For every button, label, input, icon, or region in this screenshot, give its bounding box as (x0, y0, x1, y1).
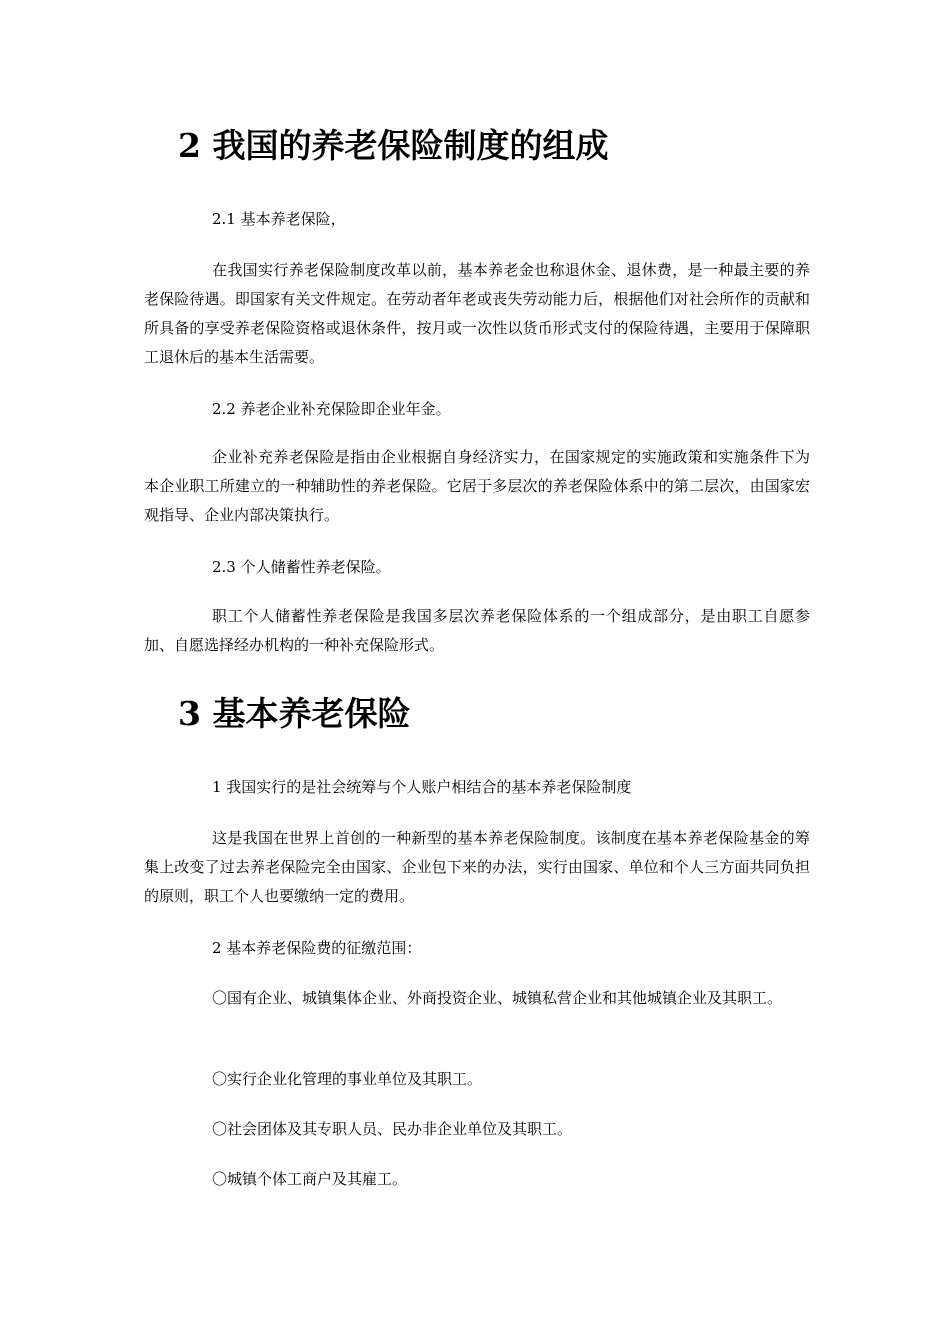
list-item: 〇社会团体及其专职人员、民办非企业单位及其职工。 (212, 1120, 573, 1138)
paragraph-basic-pension: 在我国实行养老保险制度改革以前，基本养老金也称退休金、退休费，是一种最主要的养老保险待遇。即国家有关文件规定。在劳动者年老或丧失劳动能力后，根据他们对社会所作的贡献和所具备的享受养老保险资格或退休条件，按月或一次性以货币形式支付的保险待遇，主要用于保障职工退休后的基本生活需要。 (144, 261, 810, 366)
list-item: 〇城镇个体工商户及其雇工。 (212, 1170, 408, 1188)
paragraph-enterprise-annuity: 企业补充养老保险是指由企业根据自身经济实力，在国家规定的实施政策和实施条件下为本企业职工所建立的一种辅助性的养老保险。它居于多层次的养老保险体系中的第二层次，由国家宏观指导、企业内部决策执行。 (144, 448, 810, 524)
paragraph-personal-savings: 职工个人储蓄性养老保险是我国多层次养老保险体系的一个组成部分，是由职工自愿参加、自愿选择经办机构的一种补充保险形式。 (144, 607, 810, 654)
subsection-2-3-heading: 2.3 个人储蓄性养老保险。 (212, 558, 391, 576)
section-3-heading: 3 基本养老保险 (178, 694, 411, 733)
list-item: 〇实行企业化管理的事业单位及其职工。 (212, 1070, 483, 1088)
paragraph-system-description: 这是我国在世界上首创的一种新型的基本养老保险制度。该制度在基本养老保险基金的筹集上改变了过去养老保险完全由国家、企业包下来的办法，实行由国家、单位和个人三方面共同负担的原则，职工个人也要缴纳一定的费用。 (144, 829, 810, 905)
list-item: 〇国有企业、城镇集体企业、外商投资企业、城镇私营企业和其他城镇企业及其职工。 (212, 989, 783, 1007)
subsection-3-2-heading: 2 基本养老保险费的征缴范围： (212, 939, 422, 957)
subsection-3-1-heading: 1 我国实行的是社会统筹与个人账户相结合的基本养老保险制度 (212, 778, 632, 796)
subsection-2-1-heading: 2.1 基本养老保险， (212, 210, 346, 228)
subsection-2-2-heading: 2.2 养老企业补充保险即企业年金。 (212, 400, 451, 418)
section-2-heading: 2 我国的养老保险制度的组成 (178, 126, 609, 165)
